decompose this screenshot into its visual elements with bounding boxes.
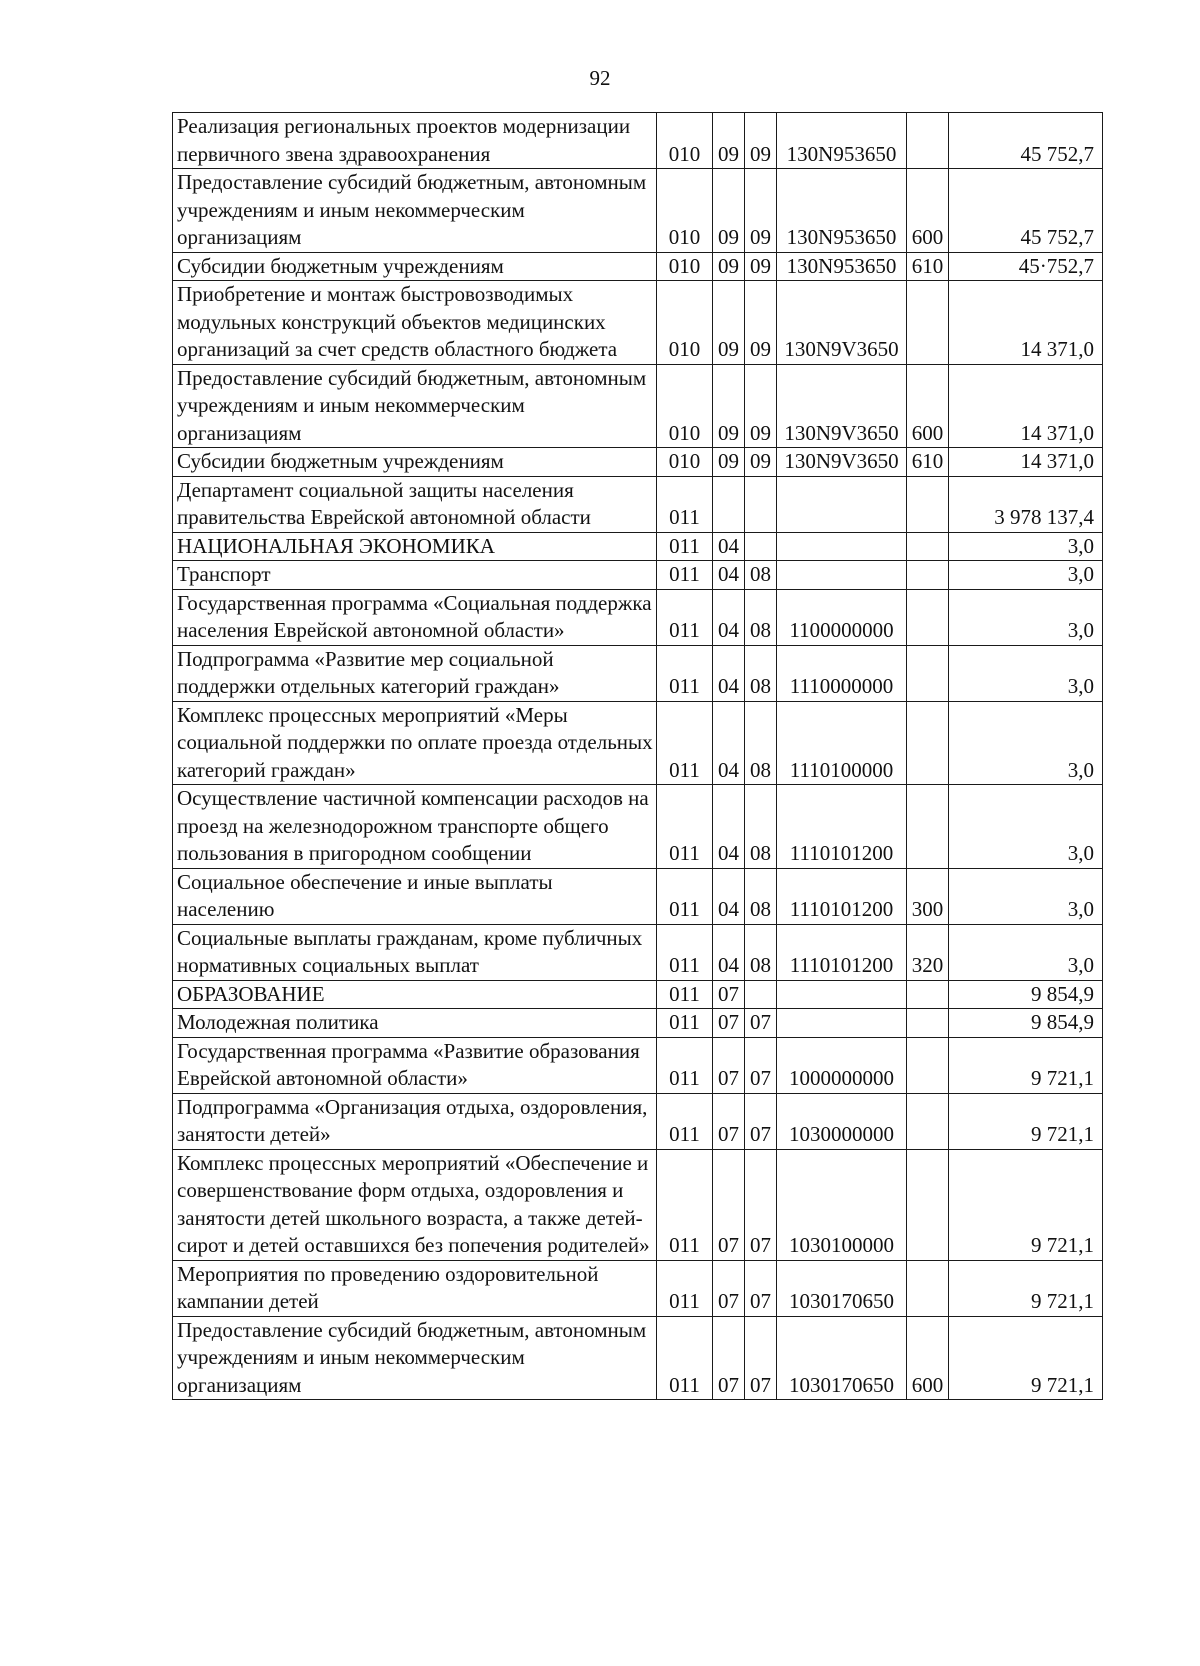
amount-cell: 9 721,1	[949, 1316, 1103, 1400]
amount-cell: 9 721,1	[949, 1149, 1103, 1260]
table-row	[173, 281, 1103, 365]
table-row	[173, 448, 1103, 477]
section-code-cell: 04	[713, 868, 745, 924]
administrator-code-cell: 010	[657, 252, 713, 281]
section-code-cell: 04	[713, 785, 745, 869]
subsection-code-cell	[745, 476, 777, 532]
administrator-code-cell: 011	[657, 1149, 713, 1260]
target-article-code-cell: 130N953650	[777, 252, 907, 281]
page-number: 92	[589, 66, 611, 90]
expense-name-cell: Комплекс процессных мероприятий «Обеспечение и совершенствование форм отдыха, оздоровления и занятости детей школьного возраста, а также детей-сирот и детей оставшихся без попечения родителей»	[173, 1149, 657, 1260]
administrator-code-cell: 011	[657, 1009, 713, 1038]
table-row	[173, 980, 1103, 1009]
budget-table-body	[173, 113, 1103, 1400]
table-row	[173, 785, 1103, 869]
target-article-code-cell	[777, 1009, 907, 1038]
expense-name-cell: Осуществление частичной компенсации расходов на проезд на железнодорожном транспорте общего пользования в пригородном сообщении	[173, 785, 657, 869]
subsection-code-cell: 09	[745, 113, 777, 169]
expense-name-cell: Транспорт	[173, 561, 657, 590]
expense-name-cell: Государственная программа «Развитие образования Еврейской автономной области»	[173, 1037, 657, 1093]
expense-name-cell: Предоставление субсидий бюджетным, автономным учреждениям и иным некоммерческим организациям	[173, 169, 657, 253]
administrator-code-cell: 011	[657, 1093, 713, 1149]
expense-type-code-cell: 600	[907, 1316, 949, 1400]
expense-name-cell: Субсидии бюджетным учреждениям	[173, 252, 657, 281]
expense-type-code-cell	[907, 1093, 949, 1149]
expense-type-code-cell: 320	[907, 924, 949, 980]
section-code-cell: 09	[713, 448, 745, 477]
target-article-code-cell: 130N9V3650	[777, 281, 907, 365]
target-article-code-cell: 130N9V3650	[777, 364, 907, 448]
amount-cell: 45 752,7	[949, 113, 1103, 169]
expense-type-code-cell	[907, 1149, 949, 1260]
target-article-code-cell: 1110100000	[777, 701, 907, 785]
section-code-cell: 09	[713, 364, 745, 448]
administrator-code-cell: 010	[657, 169, 713, 253]
expense-name-cell: Комплекс процессных мероприятий «Меры социальной поддержки по оплате проезда отдельных категорий граждан»	[173, 701, 657, 785]
amount-cell: 14 371,0	[949, 281, 1103, 365]
subsection-code-cell: 09	[745, 364, 777, 448]
budget-table	[172, 112, 1103, 1400]
amount-cell: 14 371,0	[949, 364, 1103, 448]
target-article-code-cell: 130N953650	[777, 113, 907, 169]
target-article-code-cell: 1110101200	[777, 868, 907, 924]
section-code-cell: 09	[713, 169, 745, 253]
target-article-code-cell	[777, 476, 907, 532]
administrator-code-cell: 010	[657, 281, 713, 365]
expense-name-cell: Подпрограмма «Развитие мер социальной поддержки отдельных категорий граждан»	[173, 645, 657, 701]
administrator-code-cell: 011	[657, 532, 713, 561]
subsection-code-cell	[745, 532, 777, 561]
expense-type-code-cell: 610	[907, 252, 949, 281]
section-code-cell: 04	[713, 561, 745, 590]
table-row	[173, 589, 1103, 645]
expense-type-code-cell	[907, 1260, 949, 1316]
subsection-code-cell: 09	[745, 169, 777, 253]
target-article-code-cell	[777, 561, 907, 590]
section-code-cell: 04	[713, 532, 745, 561]
amount-cell: 9 721,1	[949, 1093, 1103, 1149]
section-code-cell: 09	[713, 252, 745, 281]
amount-cell: 45 752,7	[949, 169, 1103, 253]
section-code-cell	[713, 476, 745, 532]
target-article-code-cell: 1000000000	[777, 1037, 907, 1093]
expense-type-code-cell	[907, 1037, 949, 1093]
administrator-code-cell: 011	[657, 645, 713, 701]
administrator-code-cell: 011	[657, 476, 713, 532]
administrator-code-cell: 011	[657, 561, 713, 590]
expense-type-code-cell	[907, 785, 949, 869]
administrator-code-cell: 011	[657, 868, 713, 924]
subsection-code-cell: 07	[745, 1149, 777, 1260]
administrator-code-cell: 011	[657, 924, 713, 980]
expense-name-cell: Предоставление субсидий бюджетным, автономным учреждениям и иным некоммерческим организациям	[173, 364, 657, 448]
subsection-code-cell: 09	[745, 252, 777, 281]
administrator-code-cell: 011	[657, 1260, 713, 1316]
expense-name-cell: Социальные выплаты гражданам, кроме публичных нормативных социальных выплат	[173, 924, 657, 980]
amount-cell: 9 721,1	[949, 1260, 1103, 1316]
subsection-code-cell: 09	[745, 448, 777, 477]
target-article-code-cell	[777, 532, 907, 561]
expense-type-code-cell	[907, 561, 949, 590]
section-code-cell: 07	[713, 980, 745, 1009]
expense-type-code-cell	[907, 532, 949, 561]
administrator-code-cell: 010	[657, 113, 713, 169]
table-row	[173, 1316, 1103, 1400]
section-code-cell: 07	[713, 1093, 745, 1149]
administrator-code-cell: 011	[657, 1037, 713, 1093]
section-code-cell: 07	[713, 1009, 745, 1038]
section-code-cell: 09	[713, 113, 745, 169]
target-article-code-cell: 1110101200	[777, 924, 907, 980]
expense-type-code-cell: 600	[907, 364, 949, 448]
expense-name-cell: Подпрограмма «Организация отдыха, оздоровления, занятости детей»	[173, 1093, 657, 1149]
amount-cell: 3,0	[949, 645, 1103, 701]
table-row	[173, 113, 1103, 169]
target-article-code-cell: 1030100000	[777, 1149, 907, 1260]
administrator-code-cell: 011	[657, 785, 713, 869]
target-article-code-cell: 1110000000	[777, 645, 907, 701]
expense-type-code-cell	[907, 701, 949, 785]
amount-cell: 45·752,7	[949, 252, 1103, 281]
expense-name-cell: Департамент социальной защиты населения правительства Еврейской автономной области	[173, 476, 657, 532]
expense-type-code-cell	[907, 113, 949, 169]
target-article-code-cell: 1030170650	[777, 1260, 907, 1316]
table-row	[173, 1149, 1103, 1260]
table-row	[173, 364, 1103, 448]
target-article-code-cell: 1110101200	[777, 785, 907, 869]
amount-cell: 3,0	[949, 561, 1103, 590]
target-article-code-cell: 1100000000	[777, 589, 907, 645]
table-row	[173, 701, 1103, 785]
subsection-code-cell: 08	[745, 645, 777, 701]
section-code-cell: 07	[713, 1316, 745, 1400]
administrator-code-cell: 011	[657, 980, 713, 1009]
amount-cell: 3,0	[949, 589, 1103, 645]
administrator-code-cell: 011	[657, 1316, 713, 1400]
table-row	[173, 924, 1103, 980]
table-row	[173, 532, 1103, 561]
amount-cell: 3,0	[949, 924, 1103, 980]
section-code-cell: 04	[713, 589, 745, 645]
expense-type-code-cell	[907, 645, 949, 701]
subsection-code-cell: 07	[745, 1316, 777, 1400]
subsection-code-cell: 07	[745, 1093, 777, 1149]
table-row	[173, 252, 1103, 281]
subsection-code-cell: 09	[745, 281, 777, 365]
table-row	[173, 1093, 1103, 1149]
administrator-code-cell: 010	[657, 448, 713, 477]
expense-type-code-cell: 610	[907, 448, 949, 477]
expense-type-code-cell	[907, 476, 949, 532]
target-article-code-cell: 1030170650	[777, 1316, 907, 1400]
expense-name-cell: Приобретение и монтаж быстровозводимых модульных конструкций объектов медицинских организаций за счет средств областного бюджета	[173, 281, 657, 365]
target-article-code-cell: 130N9V3650	[777, 448, 907, 477]
target-article-code-cell: 130N953650	[777, 169, 907, 253]
target-article-code-cell: 1030000000	[777, 1093, 907, 1149]
section-code-cell: 07	[713, 1037, 745, 1093]
section-code-cell: 04	[713, 924, 745, 980]
table-row	[173, 1037, 1103, 1093]
administrator-code-cell: 011	[657, 589, 713, 645]
subsection-code-cell: 07	[745, 1009, 777, 1038]
subsection-code-cell: 08	[745, 701, 777, 785]
administrator-code-cell: 011	[657, 701, 713, 785]
expense-name-cell: Реализация региональных проектов модернизации первичного звена здравоохранения	[173, 113, 657, 169]
amount-cell: 9 854,9	[949, 1009, 1103, 1038]
section-code-cell: 04	[713, 701, 745, 785]
expense-name-cell: ОБРАЗОВАНИЕ	[173, 980, 657, 1009]
subsection-code-cell: 08	[745, 589, 777, 645]
expense-name-cell: Государственная программа «Социальная поддержка населения Еврейской автономной области»	[173, 589, 657, 645]
table-row	[173, 868, 1103, 924]
amount-cell: 3 978 137,4	[949, 476, 1103, 532]
section-code-cell: 07	[713, 1260, 745, 1316]
table-row	[173, 1260, 1103, 1316]
expense-type-code-cell	[907, 589, 949, 645]
subsection-code-cell: 07	[745, 1037, 777, 1093]
subsection-code-cell: 08	[745, 868, 777, 924]
expense-name-cell: Предоставление субсидий бюджетным, автономным учреждениям и иным некоммерческим организациям	[173, 1316, 657, 1400]
subsection-code-cell: 08	[745, 561, 777, 590]
expense-type-code-cell: 600	[907, 169, 949, 253]
amount-cell: 14 371,0	[949, 448, 1103, 477]
administrator-code-cell: 010	[657, 364, 713, 448]
subsection-code-cell: 08	[745, 924, 777, 980]
amount-cell: 9 854,9	[949, 980, 1103, 1009]
subsection-code-cell: 08	[745, 785, 777, 869]
expense-type-code-cell	[907, 281, 949, 365]
subsection-code-cell: 07	[745, 1260, 777, 1316]
table-row	[173, 476, 1103, 532]
expense-type-code-cell	[907, 980, 949, 1009]
expense-name-cell: Молодежная политика	[173, 1009, 657, 1038]
table-row	[173, 1009, 1103, 1038]
amount-cell: 3,0	[949, 532, 1103, 561]
expense-name-cell: Социальное обеспечение и иные выплаты населению	[173, 868, 657, 924]
subsection-code-cell	[745, 980, 777, 1009]
expense-type-code-cell: 300	[907, 868, 949, 924]
target-article-code-cell	[777, 980, 907, 1009]
section-code-cell: 09	[713, 281, 745, 365]
amount-cell: 3,0	[949, 785, 1103, 869]
section-code-cell: 04	[713, 645, 745, 701]
table-row	[173, 561, 1103, 590]
expense-type-code-cell	[907, 1009, 949, 1038]
expense-name-cell: НАЦИОНАЛЬНАЯ ЭКОНОМИКА	[173, 532, 657, 561]
amount-cell: 3,0	[949, 868, 1103, 924]
table-row	[173, 645, 1103, 701]
expense-name-cell: Субсидии бюджетным учреждениям	[173, 448, 657, 477]
table-row	[173, 169, 1103, 253]
amount-cell: 9 721,1	[949, 1037, 1103, 1093]
section-code-cell: 07	[713, 1149, 745, 1260]
expense-name-cell: Мероприятия по проведению оздоровительной кампании детей	[173, 1260, 657, 1316]
amount-cell: 3,0	[949, 701, 1103, 785]
